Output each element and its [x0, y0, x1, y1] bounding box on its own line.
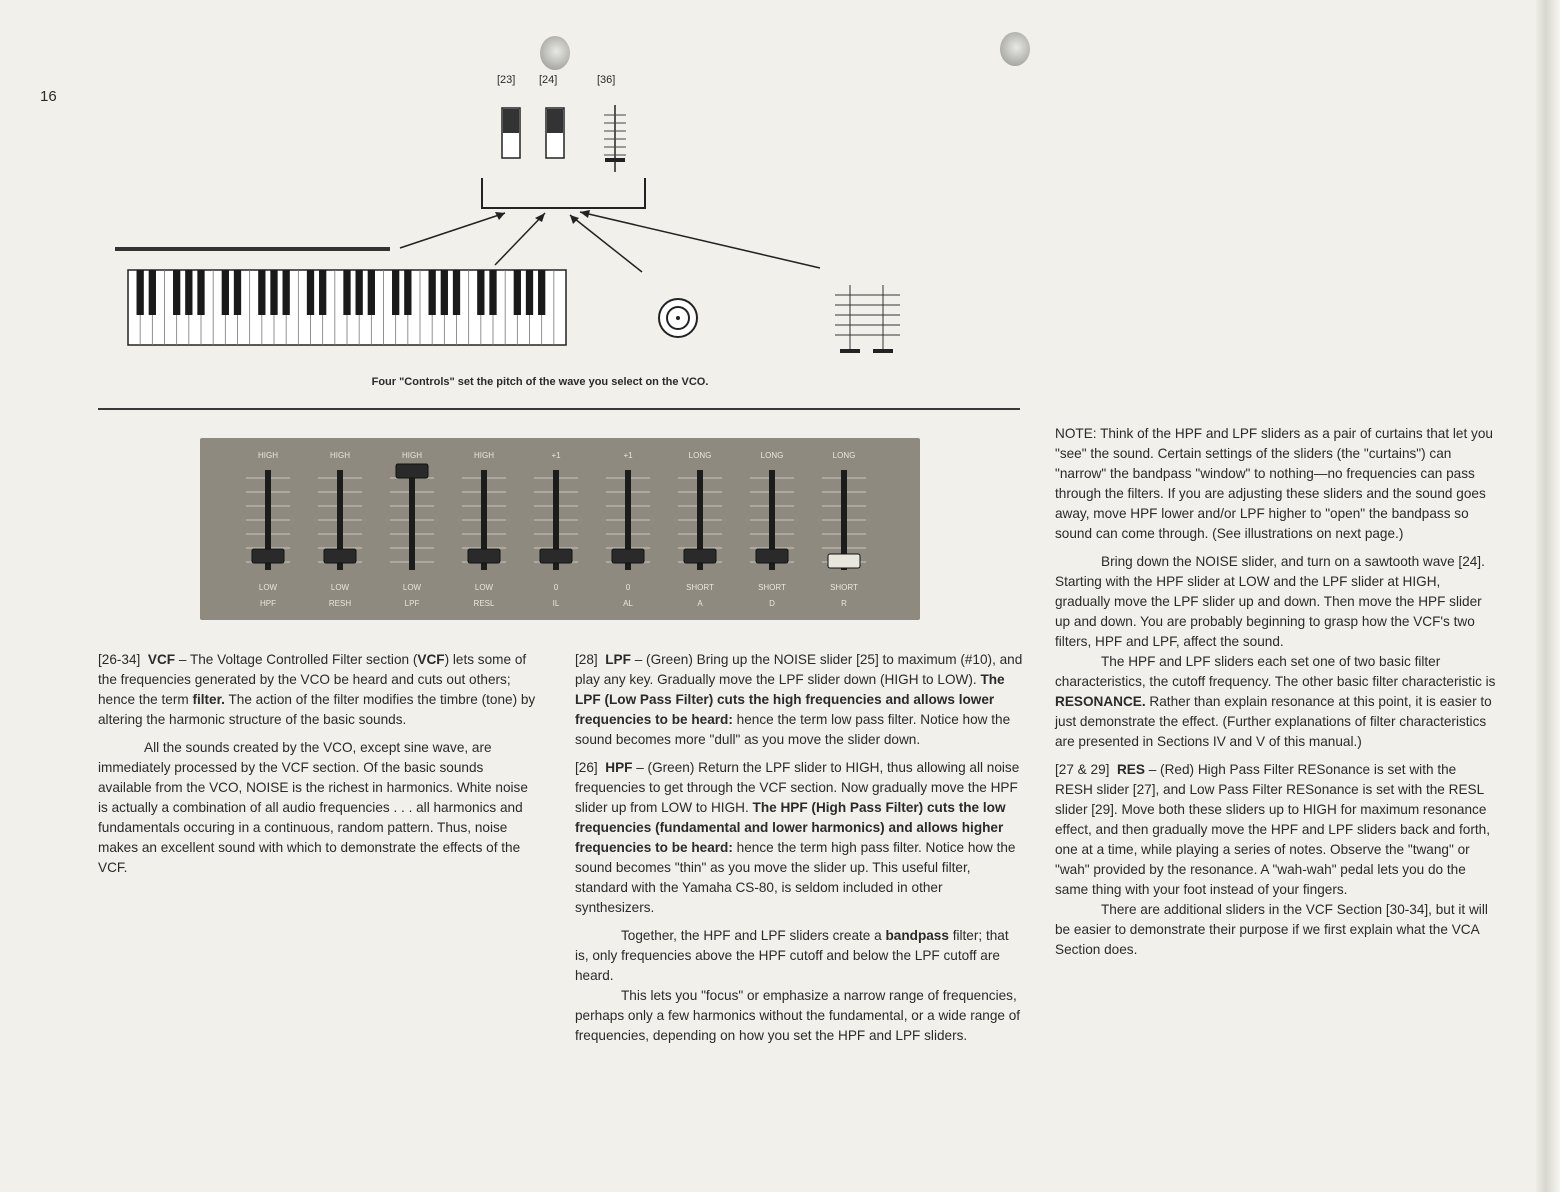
slider-name-label: D — [769, 599, 775, 608]
black-key — [404, 270, 411, 315]
black-key — [538, 270, 545, 315]
section-divider — [98, 408, 1020, 410]
vcf-slider — [606, 451, 650, 608]
black-key — [392, 270, 399, 315]
slider-name-label: R — [841, 599, 847, 608]
slider-top-label: LONG — [760, 451, 784, 460]
slider-name-label: RESL — [473, 599, 495, 608]
black-key — [185, 270, 192, 315]
slider-knob — [396, 464, 428, 478]
slider-bottom-label: LOW — [474, 583, 494, 592]
black-key — [137, 270, 144, 315]
vcf-slider — [246, 451, 290, 608]
slider-name-label: IL — [552, 599, 560, 608]
black-key — [197, 270, 204, 315]
black-key — [356, 270, 363, 315]
vcf-slider — [390, 451, 434, 608]
slider-top-label: HIGH — [330, 451, 350, 460]
page-number: 16 — [40, 88, 57, 105]
vcf-slider — [462, 451, 506, 608]
slider-name-label: RESH — [328, 599, 352, 608]
black-key — [222, 270, 229, 315]
bandpass-paragraph: Together, the HPF and LPF sliders create a bandpass filter; that is, only frequencies above the HPF cutoff and below the LPF cutoff are heard. — [575, 928, 1009, 983]
black-key — [526, 270, 533, 315]
slider-knob — [468, 549, 500, 563]
slider-knob — [828, 554, 860, 568]
vcf-slider-panel — [200, 438, 920, 620]
vcf-slider — [822, 451, 866, 608]
vcf-slider — [318, 451, 362, 608]
black-key — [489, 270, 496, 315]
black-key — [441, 270, 448, 315]
slider-top-label: LONG — [832, 451, 856, 460]
slider-bottom-label: SHORT — [830, 583, 858, 592]
slider-knob — [252, 549, 284, 563]
black-key — [429, 270, 436, 315]
slider-knob — [756, 549, 788, 563]
black-key — [453, 270, 460, 315]
resonance-paragraph: The HPF and LPF sliders each set one of two basic filter characteristics, the cutoff frequency. The other basic filter characteristic is RESONANCE. Rather than explain resonance at this point, it is easier to just demonstrate the effect. (Further explanations of filter characteristics are presented in Sections IV and V of this manual.) — [1055, 654, 1496, 749]
hpf-paragraph: [26] HPF – (Green) Return the LPF slider to HIGH, thus allowing all noise frequencies to get through the VCF section. Now gradually move the HPF slider up from LOW to HIGH. The HPF (High Pass Filter) cuts the low frequencies (fundamental and lower harmonics) and allows higher frequencies to be heard: hence the term high pass filter. Notice how the sound becomes "thin" as you move the slider up. This useful filter, standard with the Yamaha CS-80, is seldom included in other synthesizers. — [575, 760, 1020, 915]
slider-bottom-label: LOW — [402, 583, 422, 592]
slider-top-label: LONG — [688, 451, 712, 460]
slider-top-label: HIGH — [402, 451, 422, 460]
column-1 — [98, 650, 538, 886]
slider-top-label: HIGH — [258, 451, 278, 460]
column-3 — [1055, 424, 1497, 968]
slider-bottom-label: SHORT — [758, 583, 786, 592]
slider-bottom-label: SHORT — [686, 583, 714, 592]
slider-knob — [540, 549, 572, 563]
black-key — [477, 270, 484, 315]
slider-top-label: HIGH — [474, 451, 494, 460]
black-key — [234, 270, 241, 315]
note-paragraph: NOTE: Think of the HPF and LPF sliders as a pair of curtains that let you "see" the sound. Certain settings of the sliders (the "curtains") can "narrow" the bandpass "window" to nothing—no frequencies can pass through the filters. If you are adjusting these sliders and the sound goes away, move HPF lower and/or LPF higher to "open" the bandpass so sound can come through. (See illustrations on next page.) — [1055, 426, 1493, 541]
black-key — [343, 270, 350, 315]
vcf-paragraph: [26-34] VCF – The Voltage Controlled Filter section (VCF) lets some of the frequencies generated by the VCO be heard and cuts out others; hence the term filter. The action of the filter modifies the timbre (tone) by altering the harmonic structure of the basic sounds. — [98, 652, 536, 727]
slider-knob — [324, 549, 356, 563]
slider-knob — [684, 549, 716, 563]
slider-bottom-label: 0 — [625, 583, 631, 592]
binder-hole — [1000, 32, 1030, 66]
black-key — [270, 270, 277, 315]
slider-bottom-label: LOW — [258, 583, 278, 592]
black-key — [149, 270, 156, 315]
binder-hole — [540, 36, 570, 70]
slider-name-label: HPF — [260, 599, 276, 608]
focus-paragraph: This lets you "focus" or emphasize a narrow range of frequencies, perhaps only a few harmonics without the fundamental, or a wide range of frequencies, depending on how you set the HPF and LPF sliders. — [575, 988, 1021, 1043]
page-edge — [1536, 0, 1560, 1192]
ref-23: [23] — [497, 74, 516, 86]
ref-24: [24] — [539, 74, 558, 86]
black-key — [173, 270, 180, 315]
slider-top-label: +1 — [623, 451, 633, 460]
sawtooth-paragraph: Bring down the NOISE slider, and turn on a sawtooth wave [24]. Starting with the HPF slider at LOW and the LPF slider at HIGH, gradually move the LPF slider up and down. Then move the HPF slider up and down. You are probably beginning to grasp how the VCF's two filters, HPF and LPF, affect the sound. — [1055, 554, 1485, 649]
slider-knob — [612, 549, 644, 563]
additional-sliders-paragraph: There are additional sliders in the VCF Section [30-34], but it will be easier to demonstrate their purpose if we first explain what the VCA Section does. — [1055, 902, 1488, 957]
vcf-slider — [678, 451, 722, 608]
slider-name-label: AL — [623, 599, 633, 608]
diagram-caption: Four "Controls" set the pitch of the wave you select on the VCO. — [371, 376, 709, 388]
black-key — [319, 270, 326, 315]
slider-name-label: LPF — [404, 599, 420, 608]
slider-bottom-label: LOW — [330, 583, 350, 592]
black-key — [514, 270, 521, 315]
black-key — [368, 270, 375, 315]
black-key — [307, 270, 314, 315]
slider-track — [409, 470, 415, 570]
slider-bottom-label: 0 — [553, 583, 559, 592]
black-key — [258, 270, 265, 315]
slider-panel-drawing — [200, 438, 920, 620]
column-2 — [575, 650, 1025, 1054]
ref-36: [36] — [597, 74, 616, 86]
lpf-paragraph: [28] LPF – (Green) Bring up the NOISE slider [25] to maximum (#10), and play any key. Gradually move the LPF slider down (HIGH to LOW). The LPF (Low Pass Filter) cuts the high frequencies and allows lower frequencies to be heard: hence the term low pass filter. Notice how the sound becomes more "dull" as you move the slider down. — [575, 652, 1023, 747]
slider-name-label: A — [697, 599, 703, 608]
slider-top-label: +1 — [551, 451, 561, 460]
vcf-slider — [750, 451, 794, 608]
vcf-slider — [534, 451, 578, 608]
keyboard-diagram — [110, 90, 930, 370]
noise-paragraph: All the sounds created by the VCO, except sine wave, are immediately processed by the VCF section. Of the basic sounds available from the VCO, NOISE is the richest in harmonics. White noise is actually a combination of all audio frequencies . . . all harmonics and fundamentals occuring in a continuous, random pattern. Thus, noise makes an excellent sound with which to demonstrate the effects of the VCF. — [98, 740, 528, 875]
black-key — [283, 270, 290, 315]
res-paragraph: [27 & 29] RES – (Red) High Pass Filter RESonance is set with the RESH slider [27], and Low Pass Filter RESonance is set with the RESL slider [29]. Move both these sliders up to HIGH for maximum resonance effect, and then gradually move the HPF and LPF sliders back and forth, one at a time, while playing a series of notes. Observe the "twang" or "wah" provided by the resonance. A "wah-wah" pedal lets you do the same thing with your foot instead of your fingers. — [1055, 762, 1490, 897]
